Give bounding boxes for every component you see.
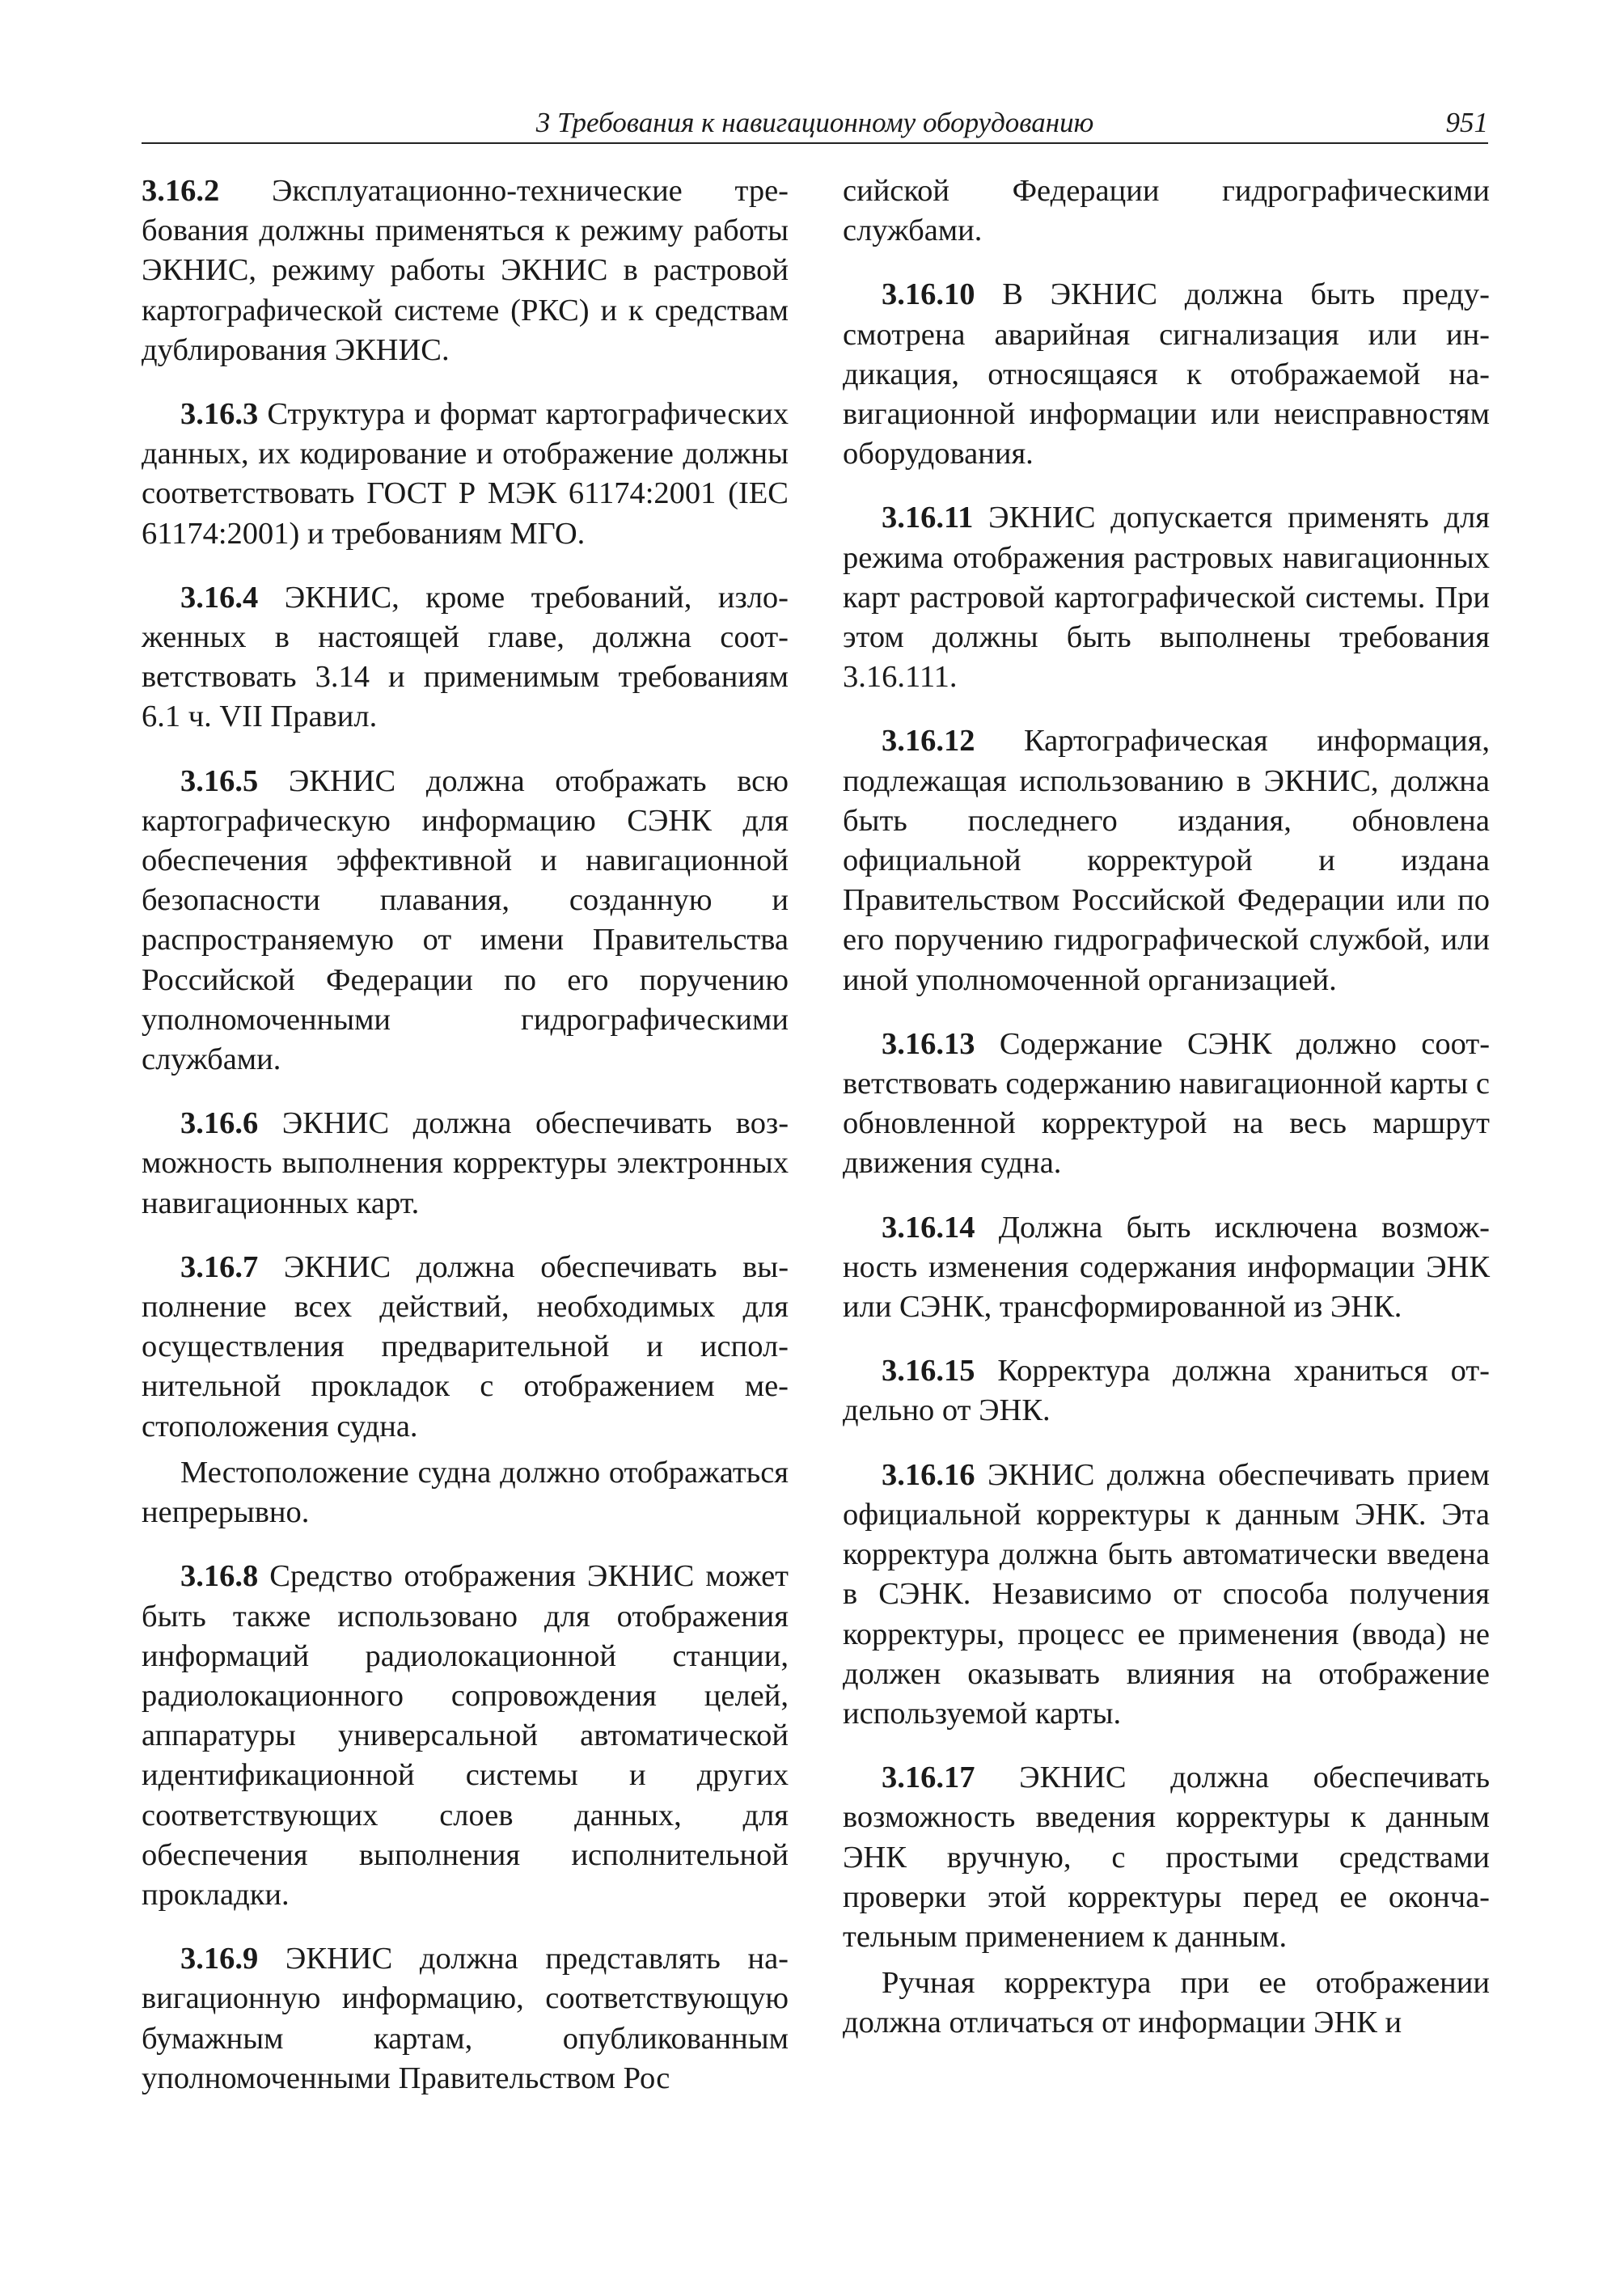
paragraph: [843, 498, 1490, 697]
paragraph-text: Должна быть исключена возможность изменения содержания информации ЭНК или СЭНК, трансформированной из ЭНК.: [843, 1210, 1490, 1325]
clause-number: 3.16.7: [180, 1249, 259, 1284]
clause-number: 3.16.9: [180, 1942, 259, 1976]
paragraph: [843, 721, 1490, 1000]
running-header: [142, 104, 1488, 144]
paragraph-text: Местоположение судна должно отображаться непрерывно.: [142, 1455, 789, 1530]
paragraph-text: ЭКНИС должна обеспечивать возможность выполнения корректуры электронных навигационных карт.: [142, 1106, 789, 1220]
paragraph-text: ЭКНИС должна обеспечивать возможность введения корректуры к данным ЭНК вручную, с простыми средствами проверки этой корректуры перед ее окончательным применением к данным.: [843, 1761, 1490, 1954]
clause-number: 3.16.8: [180, 1559, 259, 1594]
running-title: 3 Требования к навигационному оборудованию: [535, 107, 1094, 138]
right-column: [843, 171, 1490, 2044]
paragraph: [843, 1456, 1490, 1734]
paragraph-text: ЭКНИС должна отображать всю картографическую информацию СЭНК для обеспечения эффективной и навигационной безопасности плавания, созданную и распространяемую от имени Правительства Российской Федерации по его поручению уполномоченными гидрографическими службами.: [142, 763, 789, 1077]
paragraph: [843, 1025, 1490, 1184]
paragraph-text: Эксплуатационно-технические требования должны применяться к режиму работы ЭКНИС, режиму работы ЭКНИС в растровой картографической системе (РКС) и к средствам дублирования ЭКНИС.: [142, 174, 789, 367]
paragraph: [142, 395, 789, 554]
clause-number: 3.16.2: [142, 174, 220, 208]
clause-number: 3.16.4: [180, 580, 259, 615]
paragraph-text: ЭКНИС допускается применять для режима отображения растровых навигационных карт растровой картографической системы. При этом должны быть выполнены требования 3.16.111.: [843, 501, 1490, 695]
paragraph: [843, 1758, 1490, 1957]
paragraph-text: Ручная корректура при ее отображении должна отличаться от информации ЭНК и: [843, 1966, 1490, 2040]
clause-number: 3.16.11: [882, 501, 974, 535]
paragraph: [843, 1963, 1490, 2043]
paragraph-text: ЭКНИС должна представлять навигационную информацию, соответствующую бумажным картам, опубликованным уполномоченными Правительством Рос: [142, 1942, 789, 2095]
clause-number: 3.16.13: [882, 1026, 975, 1061]
clause-number: 3.16.12: [882, 724, 975, 759]
paragraph-text: В ЭКНИС должна быть предусмотрена аварийная сигнализация или индикация, относящаяся к отображаемой навигационной информации или неисправностям оборудования.: [843, 277, 1490, 471]
paragraph-text: сийской Федерации гидрографическими службами.: [843, 174, 1490, 248]
clause-number: 3.16.16: [882, 1457, 975, 1492]
paragraph: [843, 1208, 1490, 1328]
paragraph: [142, 171, 789, 370]
paragraph-text: ЭКНИС должна обеспечивать прием официальной корректуры к данным ЭНК. Эта корректура должна быть автоматически введена в СЭНК. Независимо от способа получения корректуры, процесс ее применения (ввода) не должен оказывать влияния на отображение используемой карты.: [843, 1457, 1490, 1731]
paragraph-text: Структура и формат картографических данных, их кодирование и отображение должны соответствовать ГОСТ Р МЭК 61174:2001 (IEC 61174:2001) и требованиям МГО.: [142, 397, 789, 551]
paragraph-text: Картографическая информация, подлежащая использованию в ЭКНИС, должна быть последнего издания, обновлена официальной корректурой и издана Правительством Российской Федерации или по его поручению гидрографической службой, или иной уполномоченной организацией.: [843, 724, 1490, 997]
paragraph: [142, 1248, 789, 1447]
paragraph: [843, 275, 1490, 474]
left-column: [142, 171, 789, 2099]
clause-number: 3.16.5: [180, 763, 259, 798]
clause-number: 3.16.17: [882, 1761, 975, 1795]
paragraph: [142, 1557, 789, 1915]
paragraph: [843, 171, 1490, 251]
clause-number: 3.16.6: [180, 1106, 259, 1141]
paragraph: [142, 762, 789, 1080]
clause-number: 3.16.3: [180, 397, 259, 432]
paragraph: [142, 1453, 789, 1532]
paragraph-text: ЭКНИС должна обеспечивать выполнение всех действий, необходимых для осуществления предварительной и исполнительной прокладок с отображением местоположения судна.: [142, 1249, 789, 1443]
page-number: 951: [1445, 107, 1488, 138]
clause-number: 3.16.10: [882, 277, 975, 312]
paragraph-text: ЭКНИС, кроме требований, изложенных в настоящей главе, должна соответствовать 3.14 и применимым требованиям 6.1 ч. VII Правил.: [142, 580, 789, 734]
paragraph: [142, 1939, 789, 2099]
paragraph: [142, 578, 789, 738]
paragraph: [843, 1351, 1490, 1431]
paragraph-text: Корректура должна храниться отдельно от ЭНК.: [843, 1354, 1490, 1428]
paragraph-text: Средство отображения ЭКНИС может быть также использовано для отображения информаций радиолокационной станции, радиолокационного сопровождения целей, аппаратуры универсальной автоматической идентификационной системы и других соответствующих слоев данных, для обеспечения выполнения исполнительной прокладки.: [142, 1559, 789, 1912]
clause-number: 3.16.14: [882, 1210, 975, 1245]
clause-number: 3.16.15: [882, 1354, 975, 1389]
paragraph-text: Содержание СЭНК должно соответствовать содержанию навигационной карты с обновленной корректурой на весь маршрут движения судна.: [843, 1026, 1491, 1181]
paragraph: [142, 1104, 789, 1224]
